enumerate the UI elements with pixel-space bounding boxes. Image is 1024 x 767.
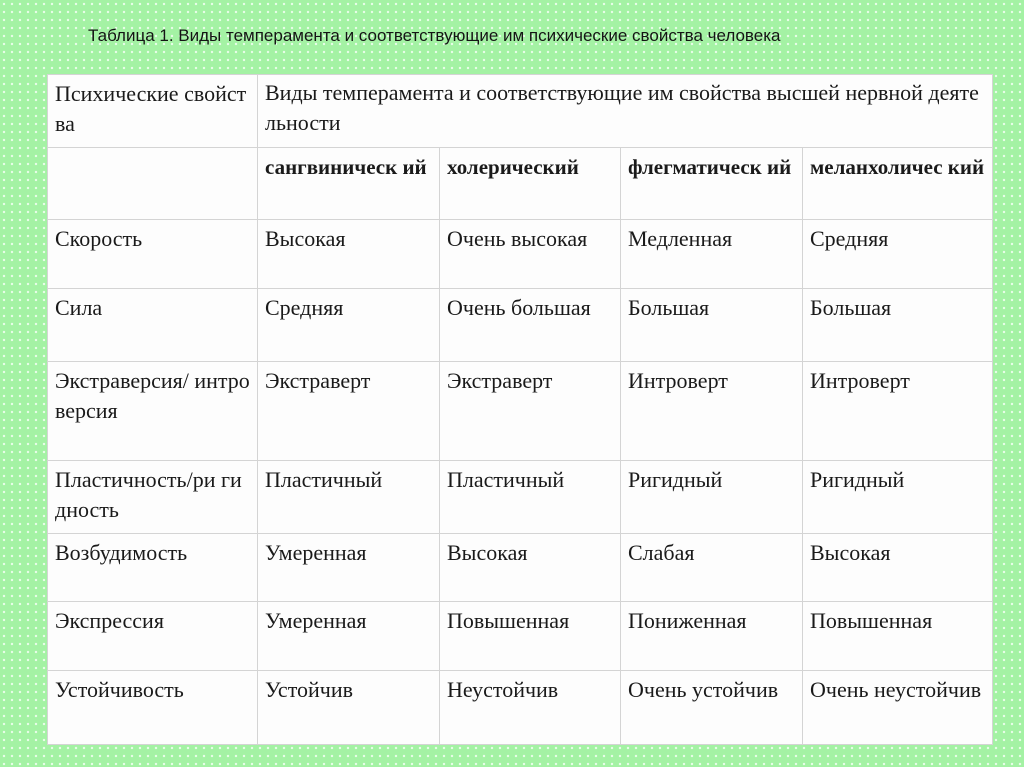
header-row	[48, 75, 993, 148]
value-cell: Интроверт	[803, 362, 993, 461]
value-cell: Ригидный	[803, 461, 993, 534]
value-cell: Очень устойчив	[621, 671, 803, 745]
value-cell: Пониженная	[621, 602, 803, 671]
property-cell: Скорость	[48, 220, 258, 289]
header-cell-sanguine: сангвиническ ий	[258, 148, 440, 220]
slide-title: Таблица 1. Виды темперамента и соответствующие им психические свойства человека	[88, 26, 781, 45]
value-cell: Экстраверт	[258, 362, 440, 461]
value-cell: Очень большая	[440, 289, 621, 362]
value-cell: Средняя	[258, 289, 440, 362]
temperament-table	[47, 74, 993, 745]
value-cell: Умеренная	[258, 534, 440, 602]
value-cell: Слабая	[621, 534, 803, 602]
value-cell: Неустойчив	[440, 671, 621, 745]
value-cell: Высокая	[258, 220, 440, 289]
type-header-row	[48, 148, 993, 220]
temperament-table-container	[47, 74, 992, 744]
value-cell: Средняя	[803, 220, 993, 289]
header-cell-melancholic: меланхоличес кий	[803, 148, 993, 220]
property-cell: Экстраверсия/ интроверсия	[48, 362, 258, 461]
value-cell: Высокая	[440, 534, 621, 602]
value-cell: Устойчив	[258, 671, 440, 745]
value-cell: Повышенная	[440, 602, 621, 671]
header-cell-empty	[48, 148, 258, 220]
header-cell-phlegmatic: флегматическ ий	[621, 148, 803, 220]
property-cell: Пластичность/ри гидность	[48, 461, 258, 534]
table-row-expression	[48, 602, 993, 671]
table-row-plasticity	[48, 461, 993, 534]
value-cell: Умеренная	[258, 602, 440, 671]
value-cell: Интроверт	[621, 362, 803, 461]
table-row-speed	[48, 220, 993, 289]
value-cell: Очень неустойчив	[803, 671, 993, 745]
value-cell: Медленная	[621, 220, 803, 289]
property-cell: Устойчивость	[48, 671, 258, 745]
property-cell: Сила	[48, 289, 258, 362]
value-cell: Пластичный	[258, 461, 440, 534]
value-cell: Большая	[803, 289, 993, 362]
header-cell-temperament-types: Виды темперамента и соответствующие им свойства высшей нервной деятельности	[258, 75, 993, 148]
value-cell: Очень высокая	[440, 220, 621, 289]
property-cell: Экспрессия	[48, 602, 258, 671]
header-cell-choleric: холерический	[440, 148, 621, 220]
property-cell: Возбудимость	[48, 534, 258, 602]
table-row-extraversion	[48, 362, 993, 461]
table-row-excitability	[48, 534, 993, 602]
header-cell-psychic-properties: Психические свойства	[48, 75, 258, 148]
table-row-stability	[48, 671, 993, 745]
value-cell: Повышенная	[803, 602, 993, 671]
value-cell: Большая	[621, 289, 803, 362]
value-cell: Экстраверт	[440, 362, 621, 461]
value-cell: Высокая	[803, 534, 993, 602]
table-row-strength	[48, 289, 993, 362]
value-cell: Пластичный	[440, 461, 621, 534]
value-cell: Ригидный	[621, 461, 803, 534]
